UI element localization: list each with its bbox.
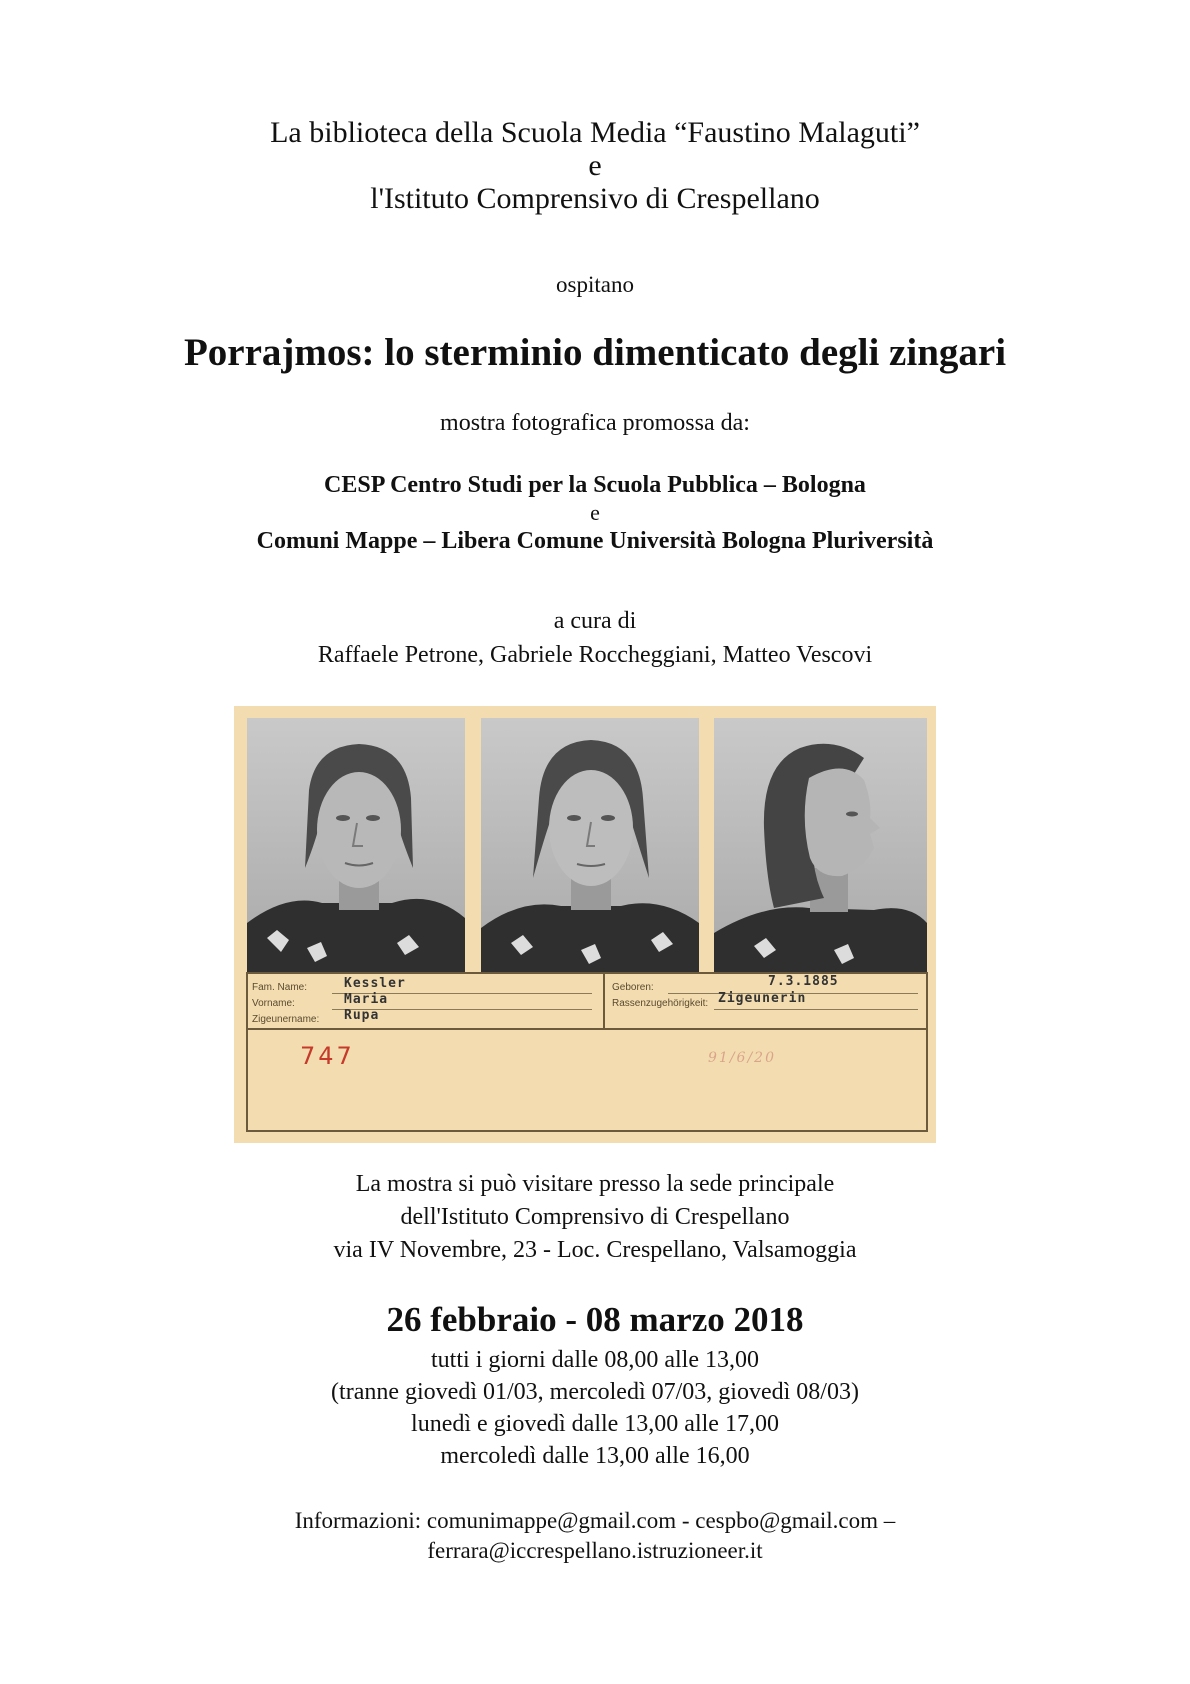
card-handwritten-note: 91/6/20 (708, 1050, 776, 1066)
portrait-three-quarter (247, 718, 465, 972)
header-line-3: l'Istituto Comprensivo di Crespellano (370, 182, 820, 215)
curators-label: a cura di (553, 608, 637, 634)
hours-line-3: lunedì e giovedì dalle 13,00 alle 17,00 (411, 1411, 779, 1437)
portrait-profile (714, 718, 927, 972)
contact-info-block (0, 1506, 1190, 1566)
rassenzugehoerigkeit-value: Zigeunerin (718, 991, 807, 1006)
rassenzugehoerigkeit-label: Rassenzugehörigkeit: (612, 998, 709, 1009)
portrait-profile-image (714, 718, 927, 972)
contact-line-2: ferrara@iccrespellano.istruzioneer.it (427, 1538, 763, 1563)
zigeunername-value: Rupa (344, 1008, 380, 1023)
rassenzugehoerigkeit-rule (714, 1009, 918, 1010)
geboren-value: 7.3.1885 (768, 974, 839, 989)
visit-line-2: dell'Istituto Comprensivo di Crespellano (400, 1204, 790, 1230)
curators-block (0, 604, 1190, 672)
fam-name-label: Fam. Name: (252, 982, 308, 993)
identification-card-photo (234, 706, 936, 1143)
promoters-block (0, 470, 1190, 556)
contact-line-1: Informazioni: comunimappe@gmail.com - cespbo@gmail.com – (294, 1508, 896, 1533)
exhibition-dates: 26 febbraio - 08 marzo 2018 (386, 1300, 804, 1339)
header-line-1: La biblioteca della Scuola Media “Faustino Malaguti” (270, 116, 920, 149)
visit-line-3: via IV Novembre, 23 - Loc. Crespellano, Valsamoggia (333, 1237, 857, 1263)
promoter-comuni-mappe: Comuni Mappe – Libera Comune Università Bologna Pluriversità (256, 528, 934, 554)
curators-names: Raffaele Petrone, Gabriele Roccheggiani, Matteo Vescovi (317, 642, 873, 668)
header-block (0, 116, 1190, 215)
exhibition-title: Porrajmos: lo sterminio dimenticato degli zingari (183, 331, 1007, 374)
zigeunername-label: Zigeunername: (252, 1014, 320, 1025)
portrait-front (481, 718, 699, 972)
vorname-value: Maria (344, 992, 389, 1007)
card-fields (248, 974, 926, 1030)
portrait-three-quarter-image (247, 718, 465, 972)
promoter-conjunction: e (590, 500, 600, 525)
card-divider (603, 974, 605, 1028)
promoted-by-label: mostra fotografica promossa da: (440, 410, 750, 436)
fam-name-value: Kessler (344, 976, 406, 991)
header-line-2: e (588, 149, 602, 182)
geboren-label: Geboren: (612, 982, 654, 993)
card-number: 747 (300, 1042, 355, 1070)
ospitano-text: ospitano (556, 272, 634, 297)
promoter-cesp: CESP Centro Studi per la Scuola Pubblica – Bologna (324, 472, 866, 498)
vorname-label: Vorname: (252, 998, 295, 1009)
portrait-front-image (481, 718, 699, 972)
hours-line-4: mercoledì dalle 13,00 alle 16,00 (440, 1443, 750, 1469)
hours-line-1: tutti i giorni dalle 08,00 alle 13,00 (431, 1347, 759, 1373)
visit-info-block (0, 1168, 1190, 1267)
hours-line-2: (tranne giovedì 01/03, mercoledì 07/03, giovedì 08/03) (331, 1379, 859, 1405)
opening-hours-block (0, 1344, 1190, 1472)
visit-line-1: La mostra si può visitare presso la sede principale (355, 1171, 835, 1197)
data-card (246, 972, 928, 1132)
